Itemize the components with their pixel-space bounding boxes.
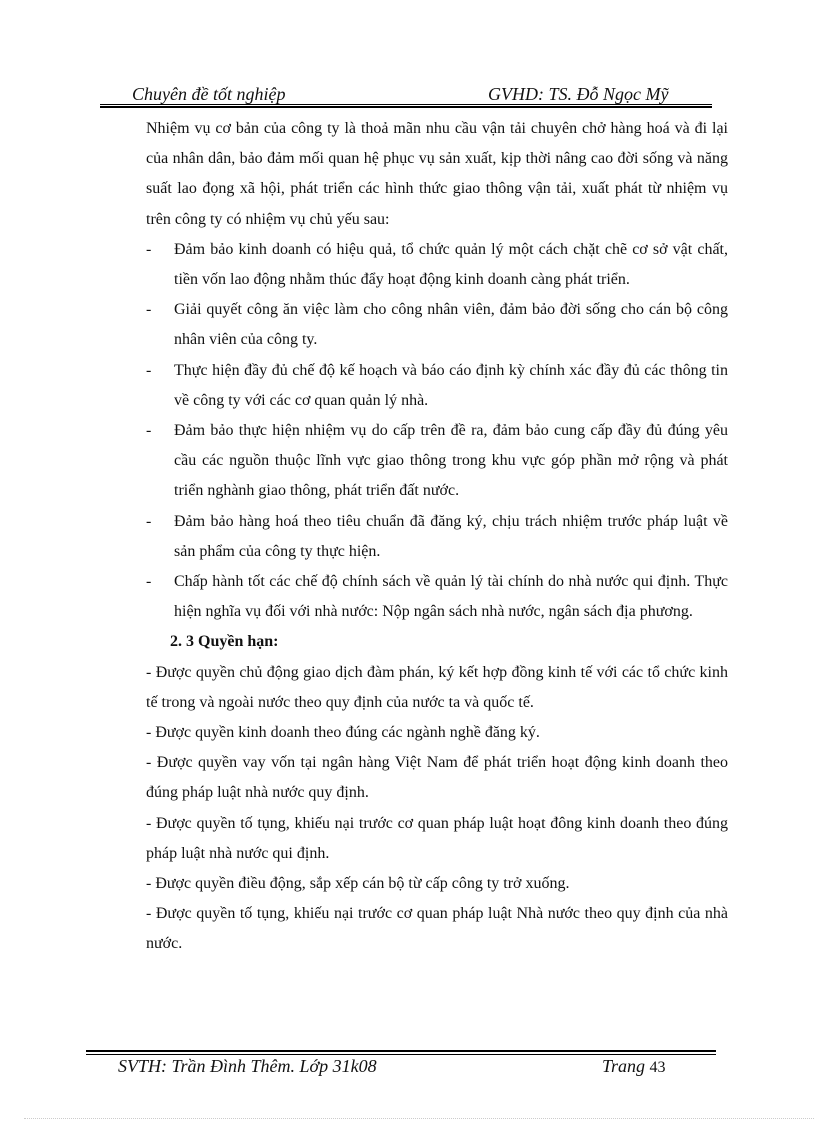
list-item: [146, 295, 728, 355]
rights-item: - Được quyền chủ động giao dịch đàm phán, ký kết hợp đồng kinh tế với các tổ chức kinh tế trong và ngoài nước theo quy định của nước ta và quốc tế.: [146, 663, 728, 711]
footer-rule-thick: [86, 1050, 716, 1052]
page-number: 43: [649, 1059, 666, 1076]
list-marker: -: [146, 301, 152, 319]
list-item: [146, 507, 728, 567]
header-rule: [100, 104, 712, 105]
list-item: [146, 416, 728, 507]
page-header: [100, 82, 712, 106]
list-item: [146, 235, 728, 295]
header-title: Chuyên đề tốt nghiệp: [132, 84, 286, 104]
rights-item: - Được quyền điều động, sắp xếp cán bộ từ cấp công ty trở xuống.: [146, 875, 570, 893]
list-marker: -: [146, 361, 152, 379]
page-body: [146, 114, 728, 960]
rights-item: - Được quyền tố tụng, khiếu nại trước cơ quan pháp luật Nhà nước theo quy định của nhà nước.: [146, 905, 728, 953]
list-marker: -: [146, 573, 152, 591]
list-item-text: Chấp hành tốt các chế độ chính sách về quản lý tài chính do nhà nước qui định. Thực hiện nghĩa vụ đối với nhà nước: Nộp ngân sách nhà nước, ngân sách địa phương.: [174, 573, 728, 621]
list-marker: -: [146, 422, 152, 440]
list-marker: -: [146, 240, 152, 258]
list-item-text: Đảm bảo kinh doanh có hiệu quả, tổ chức quản lý một cách chặt chẽ cơ sở vật chất, tiền vốn lao động nhằm thúc đẩy hoạt động kinh doanh càng phát triển.: [174, 240, 728, 289]
duties-list: [146, 235, 728, 628]
list-item-text: Đảm bảo hàng hoá theo tiêu chuẩn đã đăng ký, chịu trách nhiệm trước pháp luật về sản phẩm của công ty thực hiện.: [174, 512, 728, 560]
footer-rule: [86, 1054, 716, 1055]
list-item: [146, 567, 728, 627]
header-advisor: GVHD: TS. Đỗ Ngọc Mỹ: [488, 84, 669, 104]
section-heading: 2. 3 Quyền hạn:: [170, 633, 279, 651]
list-item-text: Thực hiện đầy đủ chế độ kế hoạch và báo cáo định kỳ chính xác đầy đủ các thông tin về công ty với các cơ quan quản lý nhà.: [174, 361, 728, 409]
list-item: [146, 356, 728, 416]
list-item-text: Đảm bảo thực hiện nhiệm vụ do cấp trên đề ra, đảm bảo cung cấp đầy đủ đúng yêu cầu các nguồn thuộc lĩnh vực giao thông trong khu vực góp phần mở rộng và phát triển nghành giao thông, phát triển đất nước.: [174, 422, 728, 500]
list-item-text: Giải quyết công ăn việc làm cho công nhân viên, đảm bảo đời sống cho cán bộ công nhân viên của công ty.: [174, 301, 728, 349]
rights-item: - Được quyền tố tụng, khiếu nại trước cơ quan pháp luật hoạt đông kinh doanh theo đúng pháp luật nhà nước qui định.: [146, 814, 728, 862]
footer-student: SVTH: Trần Đình Thêm. Lớp 31k08: [118, 1056, 377, 1076]
footer-page: [602, 1056, 666, 1077]
page-label: Trang: [602, 1056, 646, 1076]
rights-item: - Được quyền vay vốn tại ngân hàng Việt Nam để phát triển hoạt động kinh doanh theo đúng pháp luật nhà nước quy định.: [146, 754, 728, 802]
page-edge: [24, 1118, 814, 1119]
intro-paragraph: Nhiệm vụ cơ bản của công ty là thoả mãn nhu cầu vận tải chuyên chở hàng hoá và đi lại của nhân dân, bảo đảm mối quan hệ phục vụ sản xuất, kịp thời nâng cao đời sống và năng suất lao đọng xã hội, phát triển các hình thức giao thông vận tải, xuất phát từ nhiệm vụ trên công ty có nhiệm vụ chủ yếu sau:: [146, 120, 728, 228]
list-marker: -: [146, 512, 152, 530]
header-rule-thick: [100, 106, 712, 108]
rights-item: - Được quyền kinh doanh theo đúng các ngành nghề đăng ký.: [146, 724, 540, 742]
